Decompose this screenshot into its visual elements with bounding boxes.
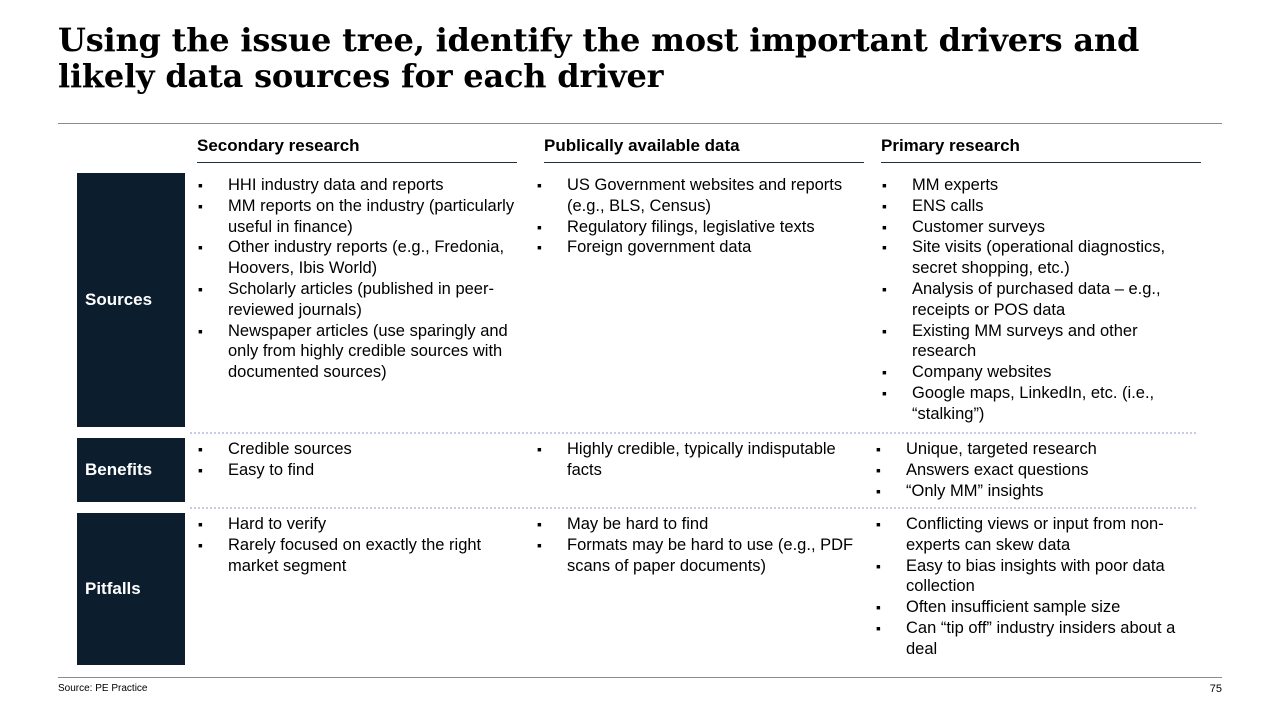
bullet-item: ▪ ENS calls [882,196,1204,217]
slide-title: Using the issue tree, identify the most important drivers and likely data sources for each driver [58,21,1140,95]
bullet-item: ▪ Scholarly articles (published in peer-reviewed journals) [198,279,520,321]
bullet-list [537,514,867,576]
cell-sources-primary [882,175,1204,425]
bullet-item: ▪ Answers exact questions [876,460,1204,481]
bullet-list [537,175,867,258]
bullet-item: ▪ Formats may be hard to use (e.g., PDF scans of paper documents) [537,535,867,577]
bullet-list [876,439,1204,501]
cell-sources-public [537,175,867,258]
bullet-list [198,439,520,481]
source-note: Source: PE Practice [58,683,148,694]
bullet-list [882,175,1204,425]
bullet-item: ▪ MM experts [882,175,1204,196]
bullet-item: ▪ Credible sources [198,439,520,460]
column-header-public-data: Publically available data [544,136,864,163]
bullet-item: ▪ Unique, targeted research [876,439,1204,460]
row-label-sources: Sources [77,173,185,427]
row-label-benefits: Benefits [77,438,185,502]
bullet-item: ▪ Highly credible, typically indisputable facts [537,439,867,481]
bullet-item: ▪ Company websites [882,362,1204,383]
cell-benefits-primary [876,439,1204,501]
bullet-item: ▪ Easy to find [198,460,520,481]
footer-divider [58,677,1222,678]
bullet-list [198,514,520,576]
bullet-item: ▪ MM reports on the industry (particularly useful in finance) [198,196,520,238]
bullet-item: ▪ Analysis of purchased data – e.g., receipts or POS data [882,279,1204,321]
bullet-item: ▪ Customer surveys [882,217,1204,238]
bullet-item: ▪ HHI industry data and reports [198,175,520,196]
bullet-item: ▪ Conflicting views or input from non-experts can skew data [876,514,1204,556]
bullet-item: ▪ Newspaper articles (use sparingly and only from highly credible sources with documented sources) [198,321,520,383]
page-number: 75 [1209,683,1222,695]
bullet-item: ▪ Site visits (operational diagnostics, secret shopping, etc.) [882,237,1204,279]
row-separator [190,432,1196,434]
row-separator [190,507,1196,509]
bullet-list [537,439,867,481]
bullet-item: ▪ May be hard to find [537,514,867,535]
bullet-item: ▪ US Government websites and reports (e.g., BLS, Census) [537,175,867,217]
cell-pitfalls-public [537,514,867,576]
bullet-item: ▪ Easy to bias insights with poor data collection [876,556,1204,598]
row-label-pitfalls: Pitfalls [77,513,185,665]
cell-benefits-public [537,439,867,481]
title-divider [58,123,1222,124]
bullet-list [198,175,520,383]
bullet-item: ▪ Other industry reports (e.g., Fredonia, Hoovers, Ibis World) [198,237,520,279]
column-header-primary-research: Primary research [881,136,1201,163]
cell-benefits-secondary [198,439,520,481]
bullet-item: ▪ Hard to verify [198,514,520,535]
bullet-list [876,514,1204,660]
bullet-item: ▪ Can “tip off” industry insiders about a deal [876,618,1204,660]
bullet-item: ▪ Foreign government data [537,237,867,258]
bullet-item: ▪ “Only MM” insights [876,481,1204,502]
cell-pitfalls-primary [876,514,1204,660]
bullet-item: ▪ Rarely focused on exactly the right market segment [198,535,520,577]
bullet-item: ▪ Regulatory filings, legislative texts [537,217,867,238]
cell-sources-secondary [198,175,520,383]
cell-pitfalls-secondary [198,514,520,576]
column-header-secondary-research: Secondary research [197,136,517,163]
bullet-item: ▪ Often insufficient sample size [876,597,1204,618]
bullet-item: ▪ Google maps, LinkedIn, etc. (i.e., “stalking”) [882,383,1204,425]
bullet-item: ▪ Existing MM surveys and other research [882,321,1204,363]
